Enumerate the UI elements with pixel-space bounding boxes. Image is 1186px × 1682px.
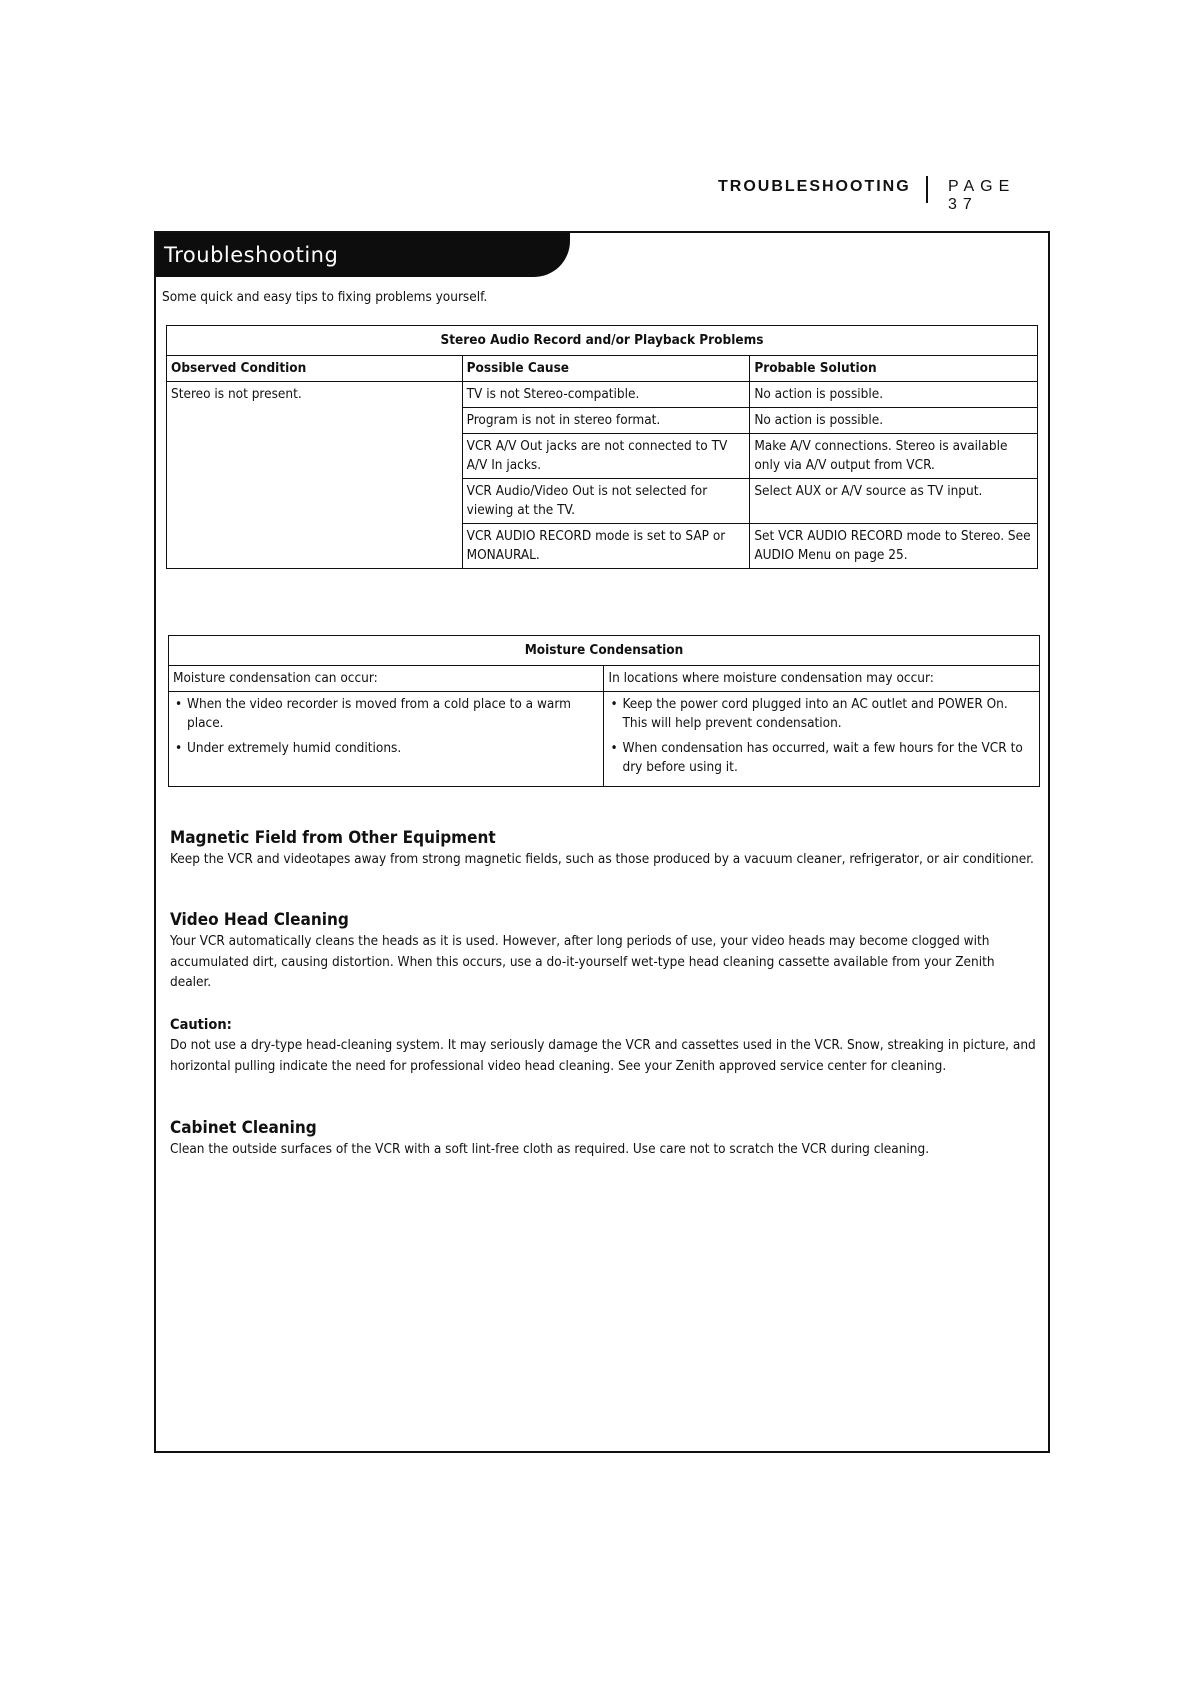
moisture-remedies-cell [604,692,1040,787]
intro-text: Some quick and easy tips to fixing problems yourself. [162,289,488,305]
moisture-causes-cell [169,692,604,787]
list-item: • When condensation has occurred, wait a few hours for the VCR to dry before using it. [608,739,1035,777]
section-heading: Magnetic Field from Other Equipment [170,828,496,848]
stereo-audio-table [166,325,1038,569]
possible-cause-cell: TV is not Stereo-compatible. [462,382,750,408]
caution-section [170,1015,1036,1076]
list-item: • Keep the power cord plugged into an AC outlet and POWER On. This will help prevent condensation. [608,695,1035,733]
possible-cause-cell: Program is not in stereo format. [462,408,750,434]
probable-solution-cell: No action is possible. [750,408,1038,434]
moisture-left-header: Moisture condensation can occur: [169,666,604,692]
observed-condition-cell: Stereo is not present. [167,382,463,569]
column-header-observed-condition: Observed Condition [167,356,463,382]
possible-cause-cell: VCR A/V Out jacks are not connected to TV A/V In jacks. [462,434,750,479]
troubleshooting-panel [154,231,1050,1453]
moisture-condensation-table [168,635,1040,787]
stereo-table-caption: Stereo Audio Record and/or Playback Problems [167,326,1038,356]
running-header [718,176,1048,213]
moisture-causes-list [173,695,599,758]
moisture-remedies-list [608,695,1035,777]
section-heading: Caution: [170,1017,232,1033]
possible-cause-cell: VCR AUDIO RECORD mode is set to SAP or MONAURAL. [462,524,750,569]
section-heading: Cabinet Cleaning [170,1118,317,1138]
section-body: Do not use a dry-type head-cleaning system. It may seriously damage the VCR and cassettes used in the VCR. Snow, streaking in picture, and horizontal pulling indicate the need for professional video head cleaning. See your Zenith approved service center for cleaning. [170,1037,1036,1074]
magnetic-field-section [170,827,1036,870]
header-divider [926,176,928,203]
video-head-cleaning-section [170,909,1036,993]
section-heading: Video Head Cleaning [170,910,349,930]
column-header-possible-cause: Possible Cause [462,356,750,382]
column-header-probable-solution: Probable Solution [750,356,1038,382]
section-body: Clean the outside surfaces of the VCR with a soft lint-free cloth as required. Use care not to scratch the VCR during cleaning. [170,1141,930,1157]
page-number: PAGE 37 [948,178,1016,213]
table-row [167,382,1038,408]
probable-solution-cell: Select AUX or A/V source as TV input. [750,479,1038,524]
cabinet-cleaning-section [170,1117,1036,1160]
section-body: Keep the VCR and videotapes away from strong magnetic fields, such as those produced by a vacuum cleaner, refrigerator, or air conditioner. [170,851,1034,867]
possible-cause-cell: VCR Audio/Video Out is not selected for viewing at the TV. [462,479,750,524]
page-title: Troubleshooting [156,233,570,277]
section-body: Your VCR automatically cleans the heads as it is used. However, after long periods of use, your video heads may become clogged with accumulated dirt, causing distortion. When this occurs, use a do-it-yourself wet-type head cleaning cassette available from your Zenith dealer. [170,933,995,990]
probable-solution-cell: Set VCR AUDIO RECORD mode to Stereo. See AUDIO Menu on page 25. [750,524,1038,569]
moisture-table-caption: Moisture Condensation [169,636,1040,666]
probable-solution-cell: Make A/V connections. Stereo is available only via A/V output from VCR. [750,434,1038,479]
moisture-right-header: In locations where moisture condensation may occur: [604,666,1040,692]
list-item: • When the video recorder is moved from a cold place to a warm place. [173,695,599,733]
probable-solution-cell: No action is possible. [750,382,1038,408]
list-item: • Under extremely humid conditions. [173,739,599,758]
running-header-section: TROUBLESHOOTING [718,178,911,195]
